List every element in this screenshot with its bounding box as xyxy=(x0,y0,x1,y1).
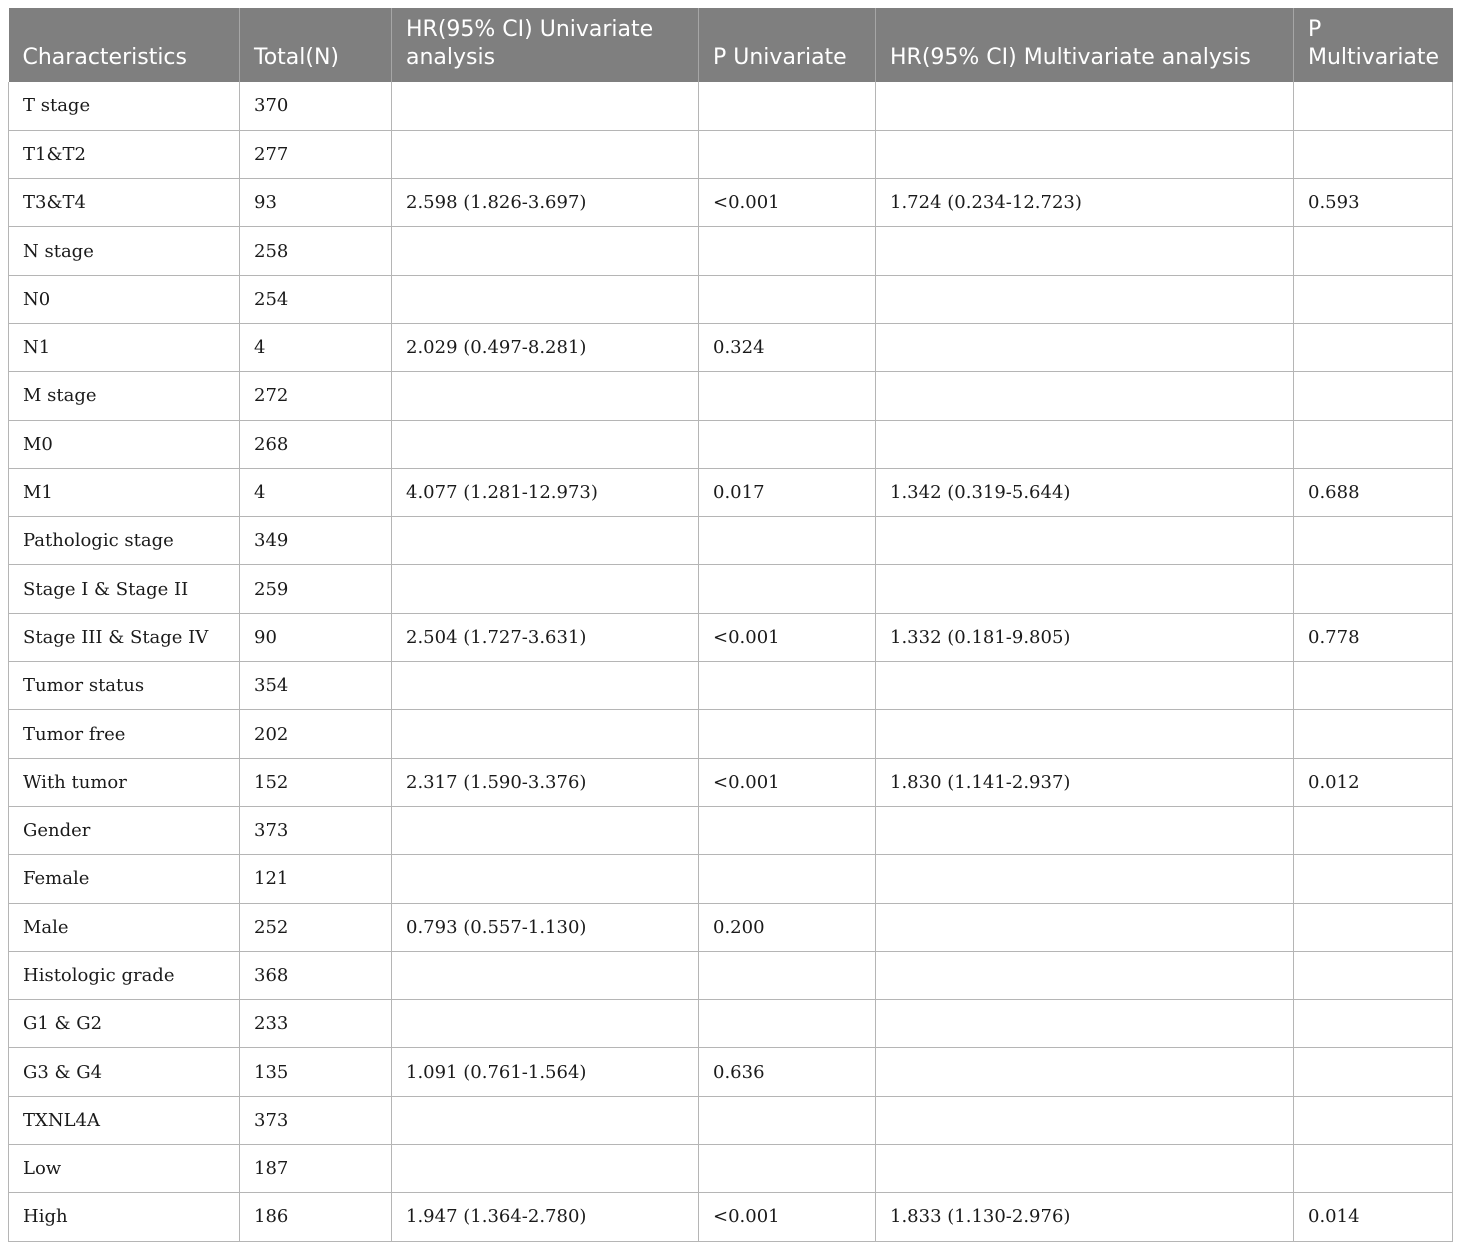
p-multivariate-cell xyxy=(1294,951,1453,999)
p-univariate-cell: <0.001 xyxy=(699,1193,876,1241)
table-row xyxy=(9,275,1453,323)
hr-multivariate-cell: 1.724 (0.234-12.723) xyxy=(876,179,1294,227)
hr-univariate-cell: 1.947 (1.364-2.780) xyxy=(392,1193,699,1241)
p-univariate-cell xyxy=(699,130,876,178)
p-multivariate-cell: 0.012 xyxy=(1294,758,1453,806)
total-cell: 252 xyxy=(240,903,392,951)
characteristic-cell: N stage xyxy=(9,227,240,275)
table-row xyxy=(9,517,1453,565)
p-multivariate-cell xyxy=(1294,130,1453,178)
hr-univariate-cell xyxy=(392,662,699,710)
hr-multivariate-cell: 1.830 (1.141-2.937) xyxy=(876,758,1294,806)
characteristic-cell: Pathologic stage xyxy=(9,517,240,565)
table-row xyxy=(9,1193,1453,1241)
characteristic-cell: Female xyxy=(9,855,240,903)
hr-univariate-cell: 0.793 (0.557-1.130) xyxy=(392,903,699,951)
table-row xyxy=(9,130,1453,178)
characteristic-cell: T3&T4 xyxy=(9,179,240,227)
header-hr-univariate: HR(95% CI) Univariate analysis xyxy=(392,8,699,82)
total-cell: 186 xyxy=(240,1193,392,1241)
cox-regression-table xyxy=(8,8,1453,1242)
characteristic-cell: Gender xyxy=(9,806,240,854)
total-cell: 135 xyxy=(240,1048,392,1096)
total-cell: 272 xyxy=(240,372,392,420)
p-multivariate-cell xyxy=(1294,323,1453,371)
total-cell: 268 xyxy=(240,420,392,468)
p-univariate-cell xyxy=(699,517,876,565)
p-multivariate-cell xyxy=(1294,420,1453,468)
hr-multivariate-cell xyxy=(876,806,1294,854)
total-cell: 354 xyxy=(240,662,392,710)
p-univariate-cell xyxy=(699,951,876,999)
hr-multivariate-cell xyxy=(876,662,1294,710)
hr-multivariate-cell xyxy=(876,323,1294,371)
total-cell: 187 xyxy=(240,1145,392,1193)
table-row xyxy=(9,903,1453,951)
p-multivariate-cell xyxy=(1294,806,1453,854)
hr-multivariate-cell: 1.833 (1.130-2.976) xyxy=(876,1193,1294,1241)
hr-univariate-cell xyxy=(392,227,699,275)
hr-univariate-cell xyxy=(392,855,699,903)
table-row xyxy=(9,758,1453,806)
hr-multivariate-cell xyxy=(876,710,1294,758)
total-cell: 349 xyxy=(240,517,392,565)
p-multivariate-cell xyxy=(1294,1145,1453,1193)
p-univariate-cell xyxy=(699,565,876,613)
hr-multivariate-cell xyxy=(876,951,1294,999)
hr-multivariate-cell xyxy=(876,855,1294,903)
hr-univariate-cell: 1.091 (0.761-1.564) xyxy=(392,1048,699,1096)
hr-multivariate-cell xyxy=(876,903,1294,951)
table-row xyxy=(9,323,1453,371)
characteristic-cell: N1 xyxy=(9,323,240,371)
p-univariate-cell xyxy=(699,227,876,275)
header-total: Total(N) xyxy=(240,8,392,82)
characteristic-cell: M1 xyxy=(9,468,240,516)
total-cell: 4 xyxy=(240,323,392,371)
p-univariate-cell xyxy=(699,82,876,130)
hr-multivariate-cell: 1.332 (0.181-9.805) xyxy=(876,613,1294,661)
hr-multivariate-cell xyxy=(876,130,1294,178)
hr-univariate-cell xyxy=(392,951,699,999)
hr-univariate-cell xyxy=(392,1145,699,1193)
total-cell: 258 xyxy=(240,227,392,275)
p-multivariate-cell xyxy=(1294,517,1453,565)
p-univariate-cell xyxy=(699,420,876,468)
total-cell: 368 xyxy=(240,951,392,999)
p-multivariate-cell xyxy=(1294,227,1453,275)
p-multivariate-cell xyxy=(1294,1048,1453,1096)
characteristic-cell: G1 & G2 xyxy=(9,1000,240,1048)
p-multivariate-cell xyxy=(1294,710,1453,758)
table-row xyxy=(9,1048,1453,1096)
p-multivariate-cell xyxy=(1294,662,1453,710)
hr-multivariate-cell xyxy=(876,372,1294,420)
hr-multivariate-cell xyxy=(876,82,1294,130)
header-p-multivariate: P Multivariate xyxy=(1294,8,1453,82)
p-univariate-cell xyxy=(699,1000,876,1048)
total-cell: 259 xyxy=(240,565,392,613)
p-multivariate-cell xyxy=(1294,82,1453,130)
total-cell: 254 xyxy=(240,275,392,323)
p-multivariate-cell xyxy=(1294,275,1453,323)
total-cell: 277 xyxy=(240,130,392,178)
table-row xyxy=(9,82,1453,130)
hr-multivariate-cell xyxy=(876,275,1294,323)
results-table-container xyxy=(8,8,1452,1242)
table-row xyxy=(9,420,1453,468)
hr-univariate-cell: 2.317 (1.590-3.376) xyxy=(392,758,699,806)
characteristic-cell: Tumor status xyxy=(9,662,240,710)
total-cell: 373 xyxy=(240,806,392,854)
p-multivariate-cell: 0.688 xyxy=(1294,468,1453,516)
characteristic-cell: TXNL4A xyxy=(9,1096,240,1144)
characteristic-cell: N0 xyxy=(9,275,240,323)
hr-univariate-cell xyxy=(392,565,699,613)
total-cell: 370 xyxy=(240,82,392,130)
p-multivariate-cell xyxy=(1294,372,1453,420)
p-univariate-cell: 0.324 xyxy=(699,323,876,371)
hr-univariate-cell xyxy=(392,710,699,758)
p-univariate-cell xyxy=(699,806,876,854)
characteristic-cell: M stage xyxy=(9,372,240,420)
table-row xyxy=(9,855,1453,903)
hr-multivariate-cell xyxy=(876,517,1294,565)
header-row xyxy=(9,8,1453,82)
p-multivariate-cell xyxy=(1294,903,1453,951)
hr-univariate-cell: 4.077 (1.281-12.973) xyxy=(392,468,699,516)
characteristic-cell: G3 & G4 xyxy=(9,1048,240,1096)
p-multivariate-cell: 0.593 xyxy=(1294,179,1453,227)
characteristic-cell: Male xyxy=(9,903,240,951)
total-cell: 90 xyxy=(240,613,392,661)
characteristic-cell: M0 xyxy=(9,420,240,468)
hr-univariate-cell xyxy=(392,420,699,468)
hr-univariate-cell: 2.504 (1.727-3.631) xyxy=(392,613,699,661)
p-univariate-cell: <0.001 xyxy=(699,613,876,661)
table-row xyxy=(9,179,1453,227)
characteristic-cell: Tumor free xyxy=(9,710,240,758)
hr-univariate-cell: 2.029 (0.497-8.281) xyxy=(392,323,699,371)
p-univariate-cell xyxy=(699,710,876,758)
p-univariate-cell: 0.200 xyxy=(699,903,876,951)
characteristic-cell: Low xyxy=(9,1145,240,1193)
table-row xyxy=(9,372,1453,420)
header-p-univariate: P Univariate xyxy=(699,8,876,82)
hr-multivariate-cell xyxy=(876,420,1294,468)
hr-multivariate-cell xyxy=(876,227,1294,275)
hr-multivariate-cell: 1.342 (0.319-5.644) xyxy=(876,468,1294,516)
hr-multivariate-cell xyxy=(876,565,1294,613)
p-univariate-cell xyxy=(699,372,876,420)
p-multivariate-cell xyxy=(1294,1096,1453,1144)
characteristic-cell: Stage III & Stage IV xyxy=(9,613,240,661)
hr-univariate-cell xyxy=(392,1000,699,1048)
table-row xyxy=(9,565,1453,613)
table-row xyxy=(9,1145,1453,1193)
table-row xyxy=(9,951,1453,999)
total-cell: 121 xyxy=(240,855,392,903)
table-row xyxy=(9,468,1453,516)
table-row xyxy=(9,806,1453,854)
table-row xyxy=(9,710,1453,758)
table-body xyxy=(9,82,1453,1241)
hr-univariate-cell: 2.598 (1.826-3.697) xyxy=(392,179,699,227)
hr-multivariate-cell xyxy=(876,1145,1294,1193)
p-multivariate-cell: 0.778 xyxy=(1294,613,1453,661)
hr-univariate-cell xyxy=(392,275,699,323)
total-cell: 202 xyxy=(240,710,392,758)
hr-multivariate-cell xyxy=(876,1000,1294,1048)
total-cell: 4 xyxy=(240,468,392,516)
p-univariate-cell xyxy=(699,662,876,710)
hr-univariate-cell xyxy=(392,82,699,130)
p-univariate-cell xyxy=(699,1096,876,1144)
hr-multivariate-cell xyxy=(876,1048,1294,1096)
hr-univariate-cell xyxy=(392,372,699,420)
characteristic-cell: T1&T2 xyxy=(9,130,240,178)
p-univariate-cell: 0.017 xyxy=(699,468,876,516)
p-multivariate-cell xyxy=(1294,855,1453,903)
hr-univariate-cell xyxy=(392,130,699,178)
total-cell: 152 xyxy=(240,758,392,806)
header-characteristics: Characteristics xyxy=(9,8,240,82)
total-cell: 93 xyxy=(240,179,392,227)
characteristic-cell: T stage xyxy=(9,82,240,130)
characteristic-cell: Stage I & Stage II xyxy=(9,565,240,613)
total-cell: 373 xyxy=(240,1096,392,1144)
p-univariate-cell xyxy=(699,275,876,323)
header-hr-multivariate: HR(95% CI) Multivariate analysis xyxy=(876,8,1294,82)
p-univariate-cell: 0.636 xyxy=(699,1048,876,1096)
table-row xyxy=(9,662,1453,710)
p-univariate-cell xyxy=(699,1145,876,1193)
p-univariate-cell: <0.001 xyxy=(699,758,876,806)
p-multivariate-cell: 0.014 xyxy=(1294,1193,1453,1241)
hr-univariate-cell xyxy=(392,1096,699,1144)
total-cell: 233 xyxy=(240,1000,392,1048)
hr-multivariate-cell xyxy=(876,1096,1294,1144)
characteristic-cell: Histologic grade xyxy=(9,951,240,999)
characteristic-cell: With tumor xyxy=(9,758,240,806)
table-row xyxy=(9,613,1453,661)
hr-univariate-cell xyxy=(392,517,699,565)
table-row xyxy=(9,1000,1453,1048)
table-header xyxy=(9,8,1453,82)
p-univariate-cell: <0.001 xyxy=(699,179,876,227)
table-row xyxy=(9,227,1453,275)
p-multivariate-cell xyxy=(1294,1000,1453,1048)
hr-univariate-cell xyxy=(392,806,699,854)
table-row xyxy=(9,1096,1453,1144)
characteristic-cell: High xyxy=(9,1193,240,1241)
p-multivariate-cell xyxy=(1294,565,1453,613)
p-univariate-cell xyxy=(699,855,876,903)
